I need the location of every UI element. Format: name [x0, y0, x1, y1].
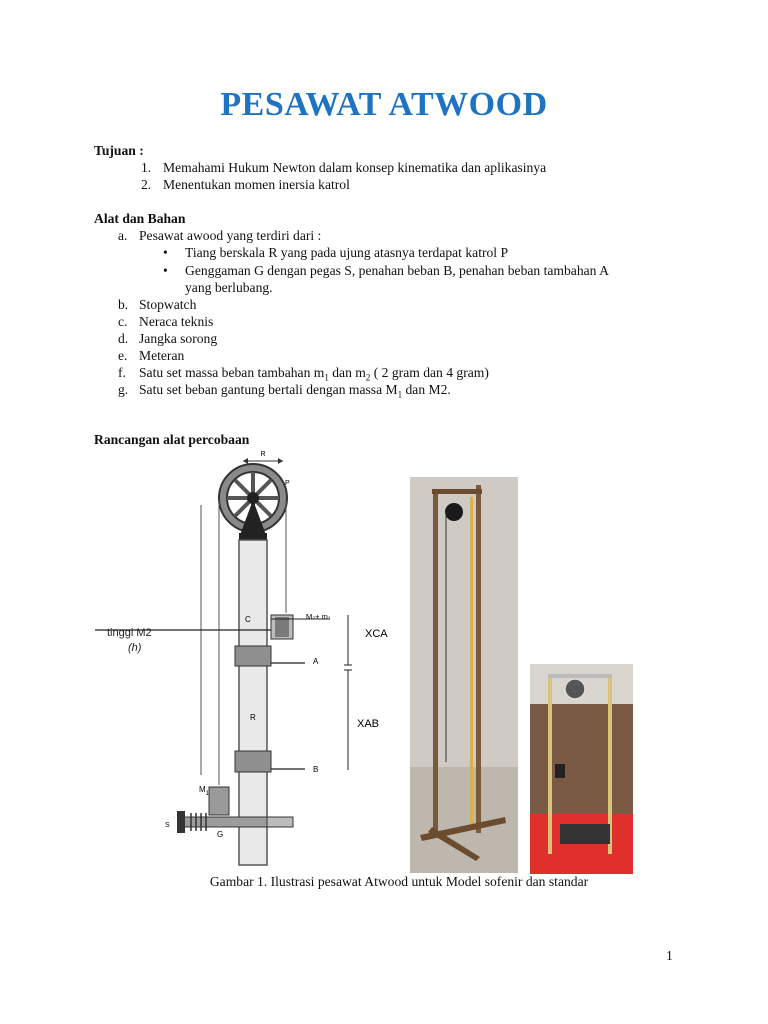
label-m1-main: M [199, 785, 206, 794]
label-g: G [217, 830, 224, 839]
photo-standard-model [530, 664, 633, 874]
weight-m1 [209, 787, 229, 815]
text-part: Satu set massa beban tambahan m [139, 365, 325, 380]
list-item: Meteran [139, 348, 185, 363]
photo-souvenir-model [410, 477, 518, 873]
label-xca: XCA [365, 628, 388, 640]
photo-pulley [445, 503, 463, 521]
label-r: R [250, 713, 256, 722]
scale-column [239, 540, 267, 865]
label-s: S [165, 822, 170, 829]
weight-m2-core [275, 617, 289, 637]
list-item: Pesawat awood yang terdiri dari : [139, 228, 322, 243]
list-item: Menentukan momen inersia katrol [163, 177, 350, 192]
text-part: Satu set beban gantung bertali dengan massa M [139, 382, 398, 397]
scale-tape [470, 497, 473, 827]
list-item: Neraca teknis [139, 314, 214, 329]
label-r-top: R [260, 451, 266, 458]
list-marker: e. [118, 348, 128, 363]
label-m1 [199, 785, 210, 797]
subscript: 2 [365, 372, 371, 383]
frame-top [548, 674, 612, 678]
frame-left [433, 491, 438, 831]
text-part: dan M2. [402, 382, 451, 397]
list-marker: 1. [141, 160, 152, 175]
pulley-base [239, 533, 267, 540]
label-b: B [313, 765, 319, 774]
text-part: ( 2 gram dan 4 gram) [370, 365, 489, 380]
bullet-item-continued: yang berlubang. [185, 280, 273, 295]
list-item: Memahami Hukum Newton dalam konsep kinematika dan aplikasinya [163, 160, 547, 175]
label-m1-sub: 1 [205, 791, 210, 797]
label-c: C [245, 615, 251, 624]
clamp-b [235, 751, 271, 772]
clamp-a [235, 646, 271, 666]
list-marker: a. [118, 228, 128, 243]
alat-heading: Alat dan Bahan [94, 211, 186, 226]
tujuan-heading: Tujuan : [94, 143, 144, 158]
list-marker: g. [118, 382, 129, 397]
frame-left [548, 674, 552, 854]
bullet-item: Genggaman G dengan pegas S, penahan beban B, penahan beban tambahan A [185, 263, 609, 278]
page-title: PESAWAT ATWOOD [220, 86, 548, 123]
list-item: Stopwatch [139, 297, 197, 312]
bullet-item: Tiang berskala R yang pada ujung atasnya terdapat katrol P [185, 245, 509, 260]
list-marker: f. [118, 365, 126, 380]
atwood-diagram [95, 445, 395, 870]
page-number: 1 [666, 948, 673, 963]
label-m2m1: M₂+ m₁ [306, 612, 331, 621]
label-h: (h) [128, 642, 142, 654]
list-marker: d. [118, 331, 129, 346]
figure-caption: Gambar 1. Ilustrasi pesawat Atwood untuk Model sofenir dan standar [209, 874, 589, 889]
bullet-icon: • [163, 245, 168, 260]
frame-right [476, 485, 481, 833]
text-part: dan m [328, 365, 366, 380]
frame-top [432, 489, 482, 494]
rancangan-heading: Rancangan alat percobaan [94, 432, 250, 447]
label-a: A [313, 657, 319, 666]
list-marker: b. [118, 297, 129, 312]
gripper-end [267, 817, 293, 827]
subscript: 1 [324, 372, 329, 383]
subscript: 1 [397, 389, 403, 400]
list-marker: c. [118, 314, 128, 329]
photo-weight [555, 764, 565, 778]
photo-pulley [565, 679, 585, 699]
bullet-icon: • [163, 263, 168, 278]
label-xab: XAB [357, 718, 380, 730]
list-item: Jangka sorong [139, 331, 218, 346]
list-item [139, 381, 451, 404]
list-marker: 2. [141, 177, 152, 192]
label-tinggi: tinggi M2 [107, 627, 152, 639]
photo-base [560, 824, 610, 844]
label-p: P [285, 480, 290, 487]
spring-cap [177, 811, 185, 833]
